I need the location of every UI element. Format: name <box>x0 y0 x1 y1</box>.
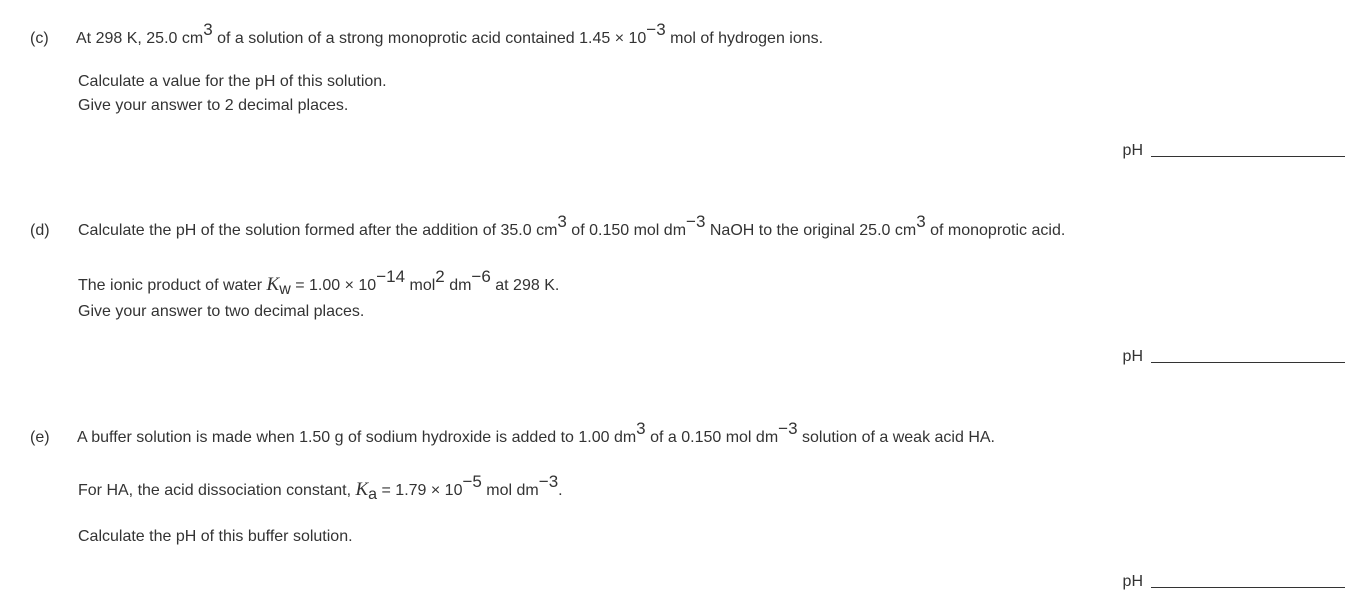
question-d-stem <box>78 212 1066 240</box>
text: mol of hydrogen ions. <box>665 30 824 47</box>
superscript: −3 <box>538 472 559 491</box>
superscript: −3 <box>778 419 798 438</box>
superscript: 2 <box>435 267 445 286</box>
answer-c[interactable] <box>1123 142 1345 160</box>
text: NaOH to the original 25.0 cm <box>705 222 917 239</box>
text: of monoprotic acid. <box>925 222 1066 239</box>
question-e-ka <box>78 472 563 503</box>
text: of a solution of a strong monoprotic acid contained 1.45 × 10 <box>212 30 647 47</box>
answer-line[interactable] <box>1151 586 1345 588</box>
answer-e[interactable] <box>1123 573 1345 591</box>
text: = 1.79 × 10 <box>377 482 463 499</box>
ka-symbol: K <box>355 479 369 500</box>
answer-line[interactable] <box>1151 361 1345 363</box>
text: A buffer solution is made when 1.50 g of sodium hydroxide is added to 1.00 dm <box>77 429 637 446</box>
subscript: a <box>368 486 378 503</box>
answer-label: pH <box>1122 573 1143 590</box>
question-label-d: (d) <box>30 222 50 239</box>
text: For HA, the acid dissociation constant, <box>78 482 356 499</box>
superscript: −14 <box>376 267 406 286</box>
text: solution of a weak acid HA. <box>797 429 995 446</box>
question-d-instruction: Give your answer to two decimal places. <box>78 303 365 320</box>
answer-label: pH <box>1122 142 1143 159</box>
text: At 298 K, 25.0 cm <box>76 30 204 47</box>
text: mol <box>405 277 436 294</box>
superscript: −3 <box>646 20 666 39</box>
text: . <box>558 482 563 499</box>
superscript: −3 <box>686 212 706 231</box>
text: at 298 K. <box>490 277 560 294</box>
question-label-c: (c) <box>30 30 49 47</box>
text: mol dm <box>481 482 539 499</box>
superscript: 3 <box>557 212 567 231</box>
text: of a 0.150 mol dm <box>645 429 779 446</box>
superscript: −6 <box>471 267 491 286</box>
text: of 0.150 mol dm <box>566 222 687 239</box>
superscript: 3 <box>636 419 646 438</box>
question-c-instruction-2: Give your answer to 2 decimal places. <box>78 97 349 114</box>
question-c-instruction-1: Calculate a value for the pH of this solution. <box>78 73 387 90</box>
text: The ionic product of water <box>78 277 267 294</box>
text: Calculate the pH of the solution formed after the addition of 35.0 cm <box>78 222 558 239</box>
question-label-e: (e) <box>30 429 50 446</box>
kw-symbol: K <box>266 274 280 295</box>
question-e-stem <box>77 419 995 447</box>
text: = 1.00 × 10 <box>290 277 377 294</box>
answer-line[interactable] <box>1151 155 1345 157</box>
subscript: w <box>279 281 291 298</box>
text: dm <box>444 277 472 294</box>
answer-label: pH <box>1122 348 1143 365</box>
superscript: 3 <box>203 20 213 39</box>
superscript: 3 <box>916 212 926 231</box>
question-c-stem <box>76 20 824 48</box>
superscript: −5 <box>462 472 482 491</box>
question-e-instruction: Calculate the pH of this buffer solution. <box>78 528 353 545</box>
question-d-kw <box>78 267 560 298</box>
answer-d[interactable] <box>1123 348 1345 366</box>
